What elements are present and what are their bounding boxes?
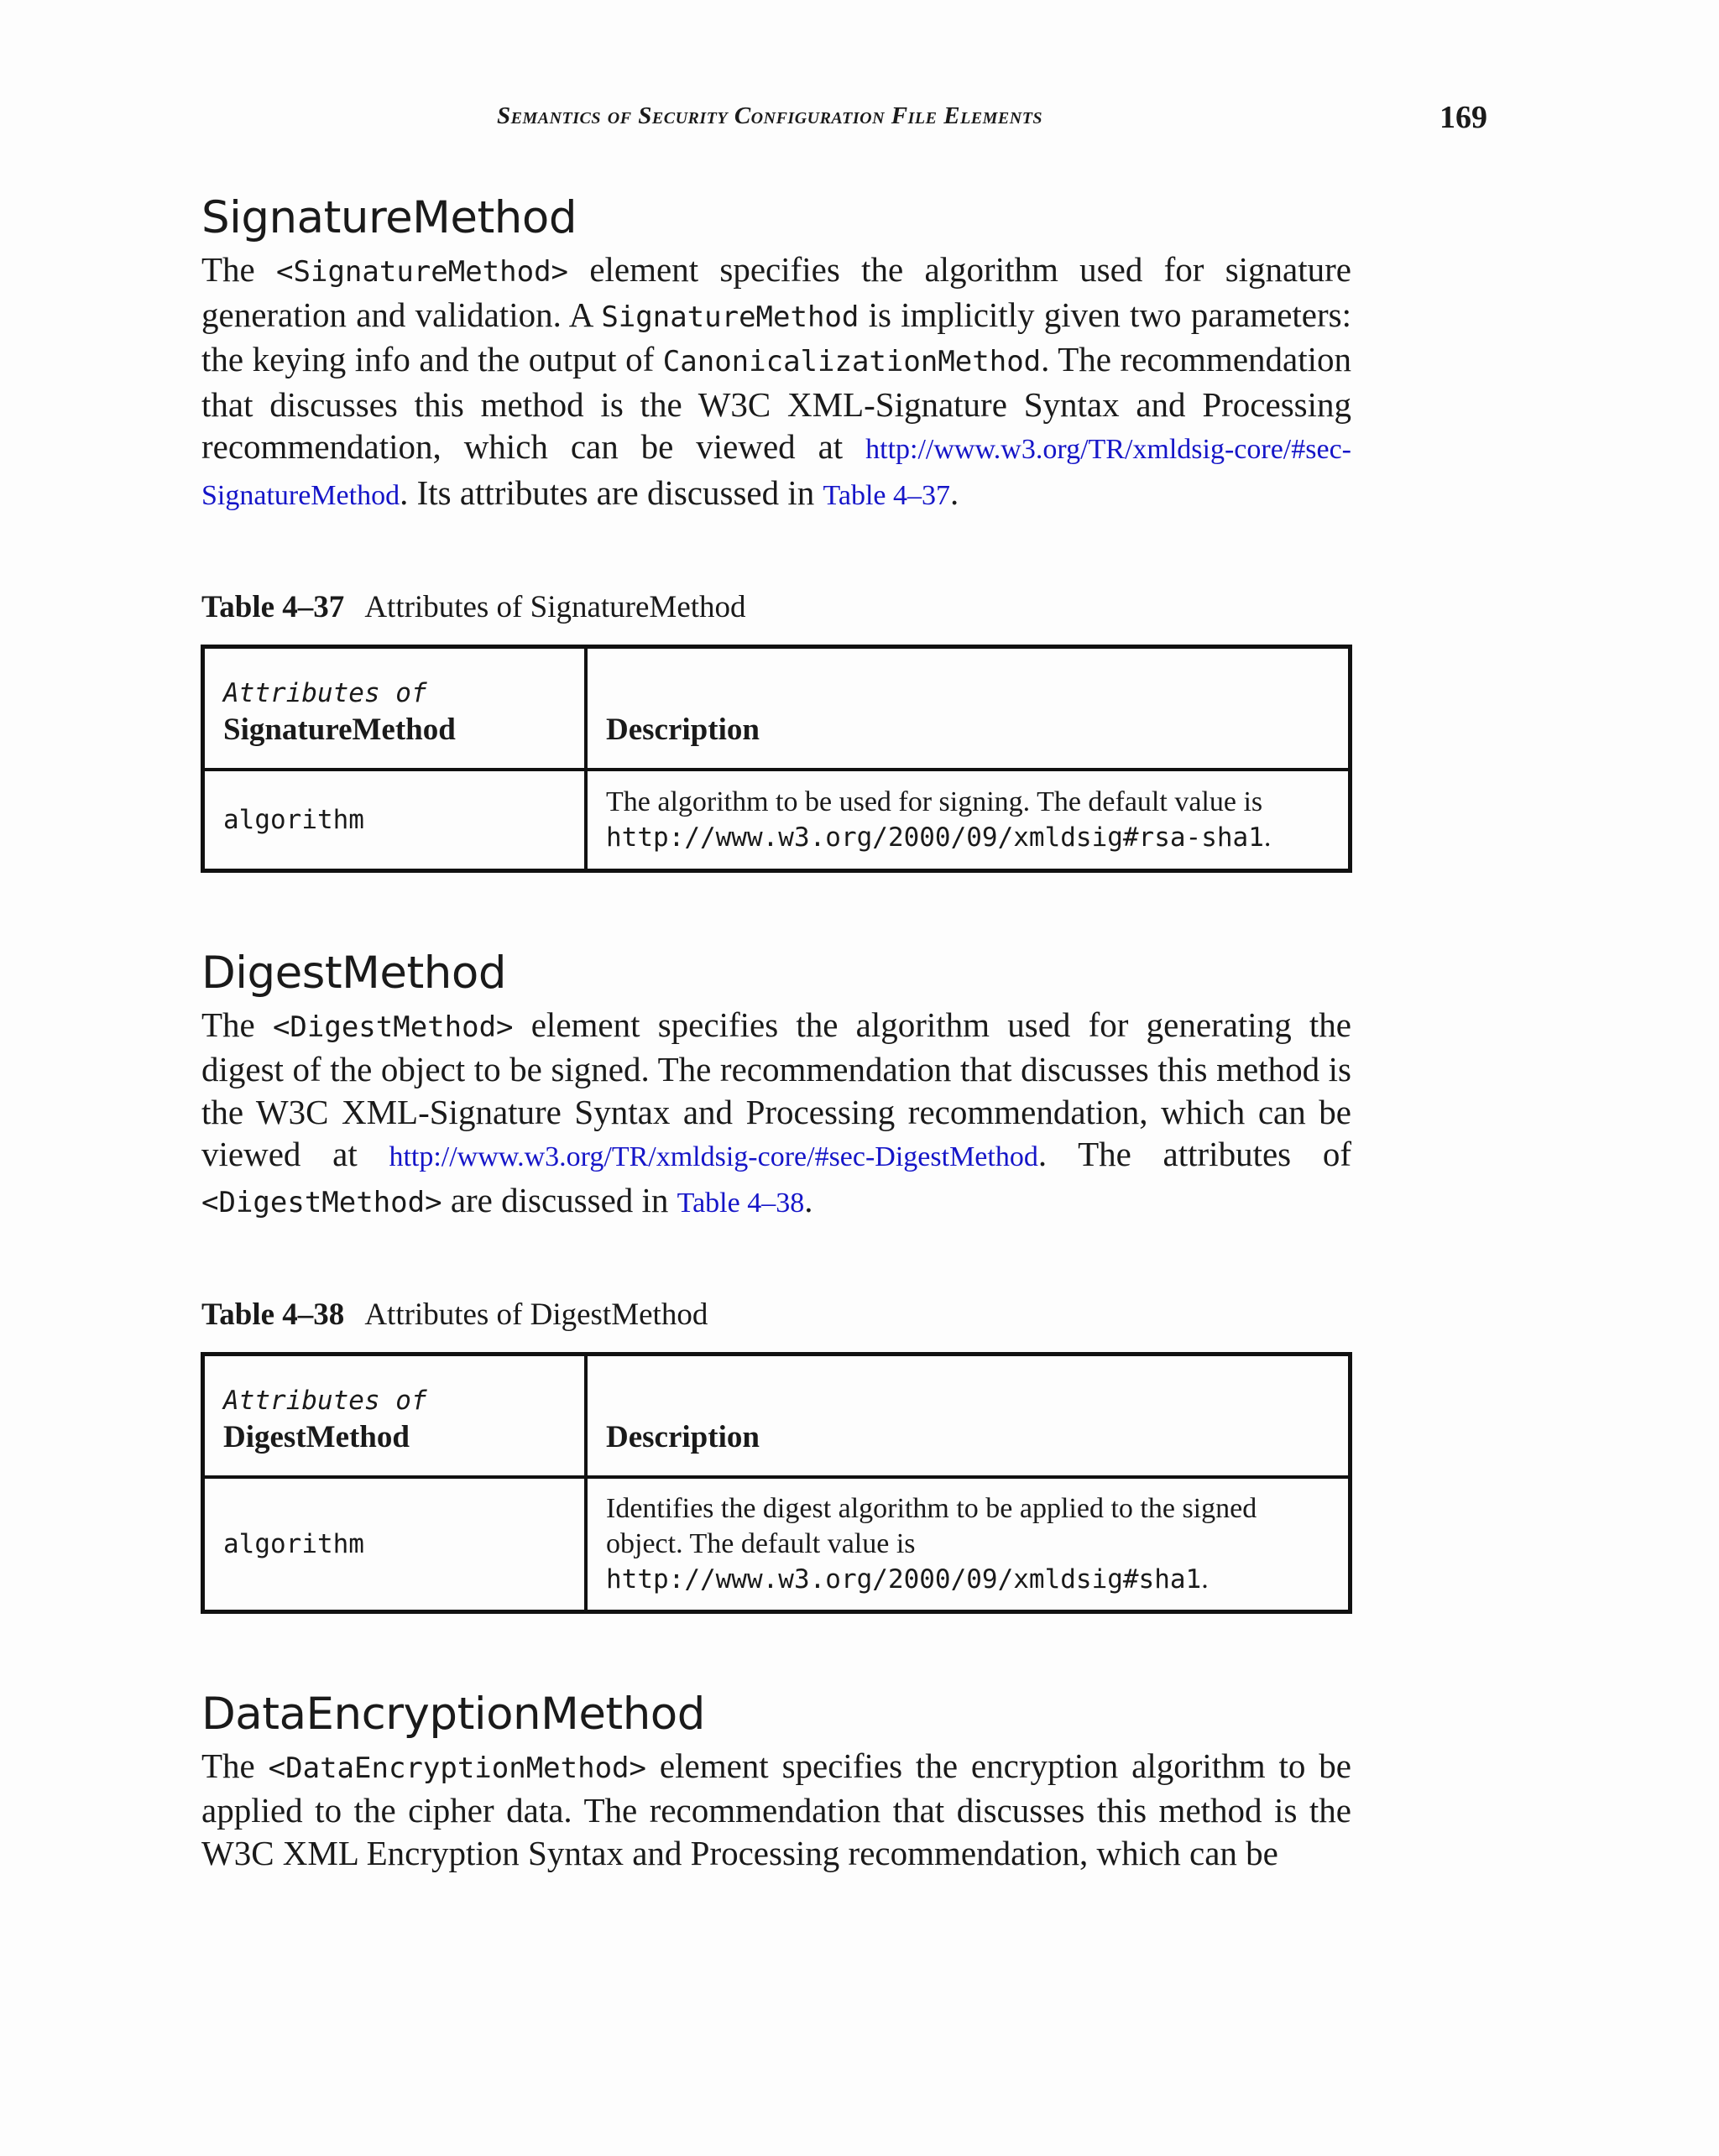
column-header-description (586, 1355, 1351, 1478)
table-number: Table 4–38 (201, 1297, 345, 1332)
element-code: <DigestMethod> (201, 1185, 442, 1219)
text: . (950, 472, 959, 512)
element-code: <SignatureMethod> (276, 255, 569, 289)
attribute-name: algorithm (223, 1528, 364, 1559)
text: The (201, 250, 277, 289)
spec-link[interactable]: http://www.w3.org/TR/xmldsig-core/#sec-DigestMethod (389, 1141, 1038, 1172)
inline-code: SignatureMethod (601, 300, 860, 334)
table-header-row (203, 1355, 1351, 1478)
element-code: <DataEncryptionMethod> (268, 1751, 646, 1785)
element-code: <DigestMethod> (272, 1010, 514, 1044)
spec-link[interactable]: http://www.w3.org/TR/xmldsig-core/#sec-SignatureMethod (201, 434, 1351, 511)
attribute-name: algorithm (223, 804, 364, 835)
column-header-attributes (203, 1355, 587, 1478)
table-reference-link[interactable]: Table 4–38 (677, 1187, 805, 1219)
table-reference-link[interactable]: Table 4–37 (823, 479, 951, 511)
attribute-name-cell (203, 1477, 587, 1611)
default-value: http://www.w3.org/2000/09/xmldsig#rsa-sha1 (606, 822, 1264, 853)
running-title: Semantics of Security Configuration File Elements (497, 102, 1043, 129)
text: . The recommendation that discusses this method is the W3C XML-Signature Syntax and Processing recommendation, which can be viewed at (201, 340, 1351, 466)
attribute-description-cell (586, 1477, 1351, 1611)
text: element specifies the encryption algorithm to be applied to the cipher data. The recommendation that discusses this method is the W3C XML Encryption Syntax and Processing recommendation, which can be (201, 1746, 1351, 1872)
section-heading-digestmethod: DigestMethod (201, 947, 506, 999)
table-row (203, 770, 1351, 870)
running-head (201, 99, 1487, 141)
table-row (203, 1477, 1351, 1611)
table-caption (201, 587, 1351, 628)
column-header-label: Description (606, 1419, 760, 1454)
text: element specifies the algorithm used for signature generation and validation. A (201, 250, 1351, 334)
dataencryptionmethod-paragraph (201, 1745, 1351, 1875)
section-heading-dataencryptionmethod: DataEncryptionMethod (201, 1688, 705, 1740)
page-content (201, 185, 1351, 1874)
table-header-row (203, 647, 1351, 770)
text: is implicitly given two parameters: the keying info and the output of (201, 295, 1351, 378)
signaturemethod-paragraph (201, 248, 1351, 517)
column-header-label: Attributes of (223, 1386, 427, 1416)
text: The (201, 1746, 269, 1785)
description-text: The algorithm to be used for signing. The default value is (606, 786, 1263, 817)
text: The (201, 1005, 273, 1044)
column-header-name: DigestMethod (223, 1420, 410, 1454)
table-number: Table 4–37 (201, 590, 345, 624)
section-heading-signaturemethod: SignatureMethod (201, 192, 577, 243)
table-title: Attributes of DigestMethod (364, 1297, 708, 1332)
table-title: Attributes of SignatureMethod (364, 590, 746, 624)
text: . The attributes of (1037, 1135, 1351, 1173)
column-header-description (586, 647, 1351, 770)
page-number: 169 (1439, 100, 1487, 135)
text: . (1263, 821, 1272, 853)
attribute-description-cell (586, 770, 1351, 870)
text: . (804, 1180, 813, 1219)
text: are discussed in (442, 1180, 677, 1219)
attributes-table-38 (201, 1352, 1352, 1614)
default-value: http://www.w3.org/2000/09/xmldsig#sha1 (606, 1563, 1202, 1595)
description-text: Identifies the digest algorithm to be applied to the signed object. The default value is (606, 1492, 1257, 1559)
column-header-attributes (203, 647, 587, 770)
text: . (1201, 1563, 1209, 1595)
column-header-label: Attributes of (223, 678, 427, 708)
attributes-table-37 (201, 645, 1352, 873)
table-caption (201, 1295, 1351, 1335)
column-header-name: SignatureMethod (223, 713, 456, 747)
text: . Its attributes are discussed in (400, 472, 823, 512)
column-header-label: Description (606, 712, 760, 747)
text: element specifies the algorithm used for generating the digest of the object to be signed. The recommendation that discusses this method is the W3C XML-Signature Syntax and Processing recommendation, which can be viewed at (201, 1005, 1351, 1173)
digestmethod-paragraph (201, 1004, 1351, 1225)
inline-code: CanonicalizationMethod (662, 345, 1042, 378)
attribute-name-cell (203, 770, 587, 870)
